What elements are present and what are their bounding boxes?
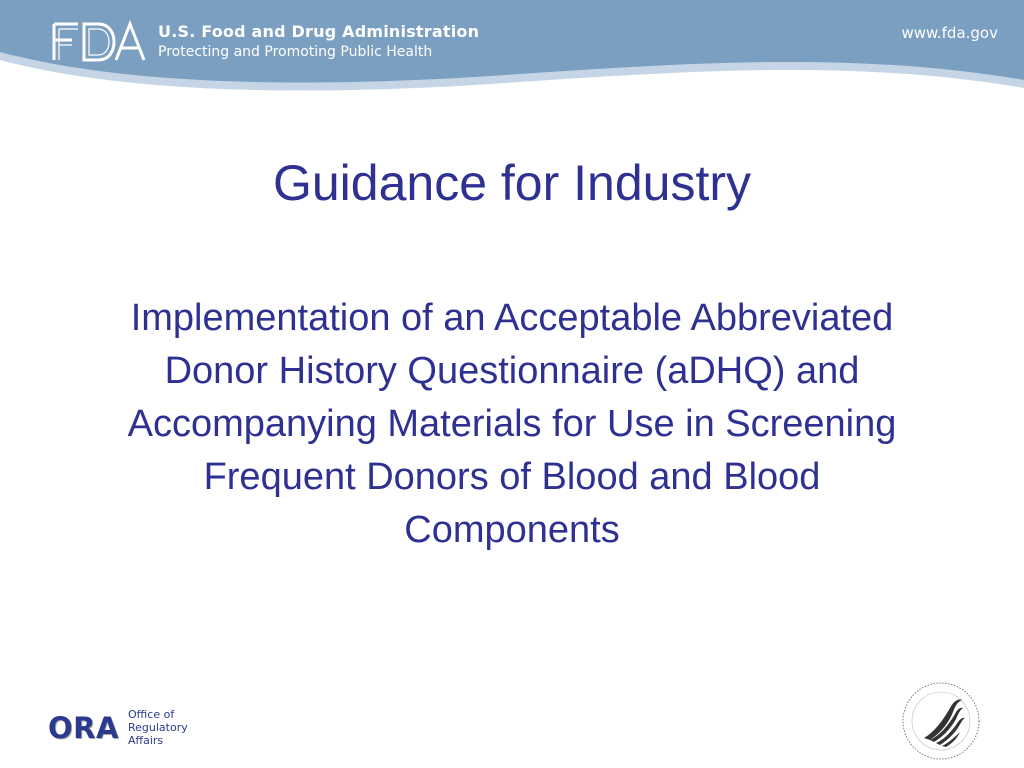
ora-logo [48,702,208,754]
agency-name: U.S. Food and Drug Administration [158,22,480,41]
ora-logo-text [128,708,188,747]
ora-logo-line-3: Affairs [128,734,164,747]
slide-title: Guidance for Industry [272,155,752,211]
header-wave-background [0,0,1024,112]
hhs-eagle-seal-icon [900,680,982,762]
ora-logo-line-1: Office of [128,708,175,721]
header-banner [0,0,1024,112]
ora-logo-mark: ORA [48,711,119,745]
agency-tagline: Protecting and Promoting Public Health [158,44,433,60]
fda-logo[interactable] [50,20,146,64]
slide-subtitle: Implementation of an Acceptable Abbreviated Donor History Questionnaire (aDHQ) and Accompanying Materials for Use in Screening Frequent Donors of Blood and Blood Components [127,297,897,551]
ora-logo-line-2: Regulatory [128,721,188,734]
site-url-link[interactable]: www.fda.gov [901,24,998,42]
